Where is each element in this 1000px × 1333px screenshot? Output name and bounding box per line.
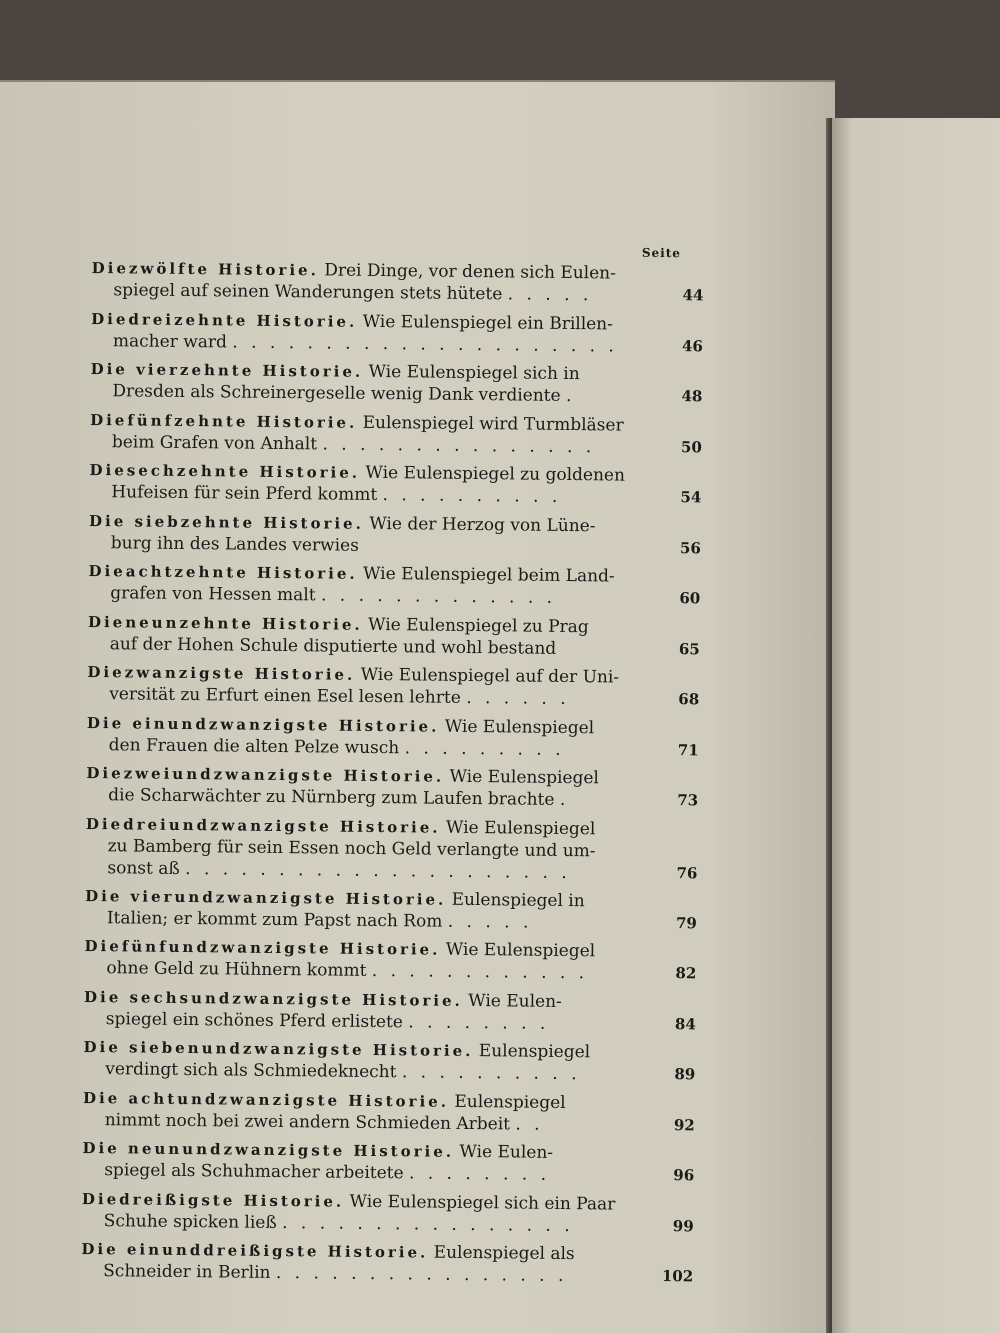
entry-text: Italien; er kommt zum Papst nach Rom [106,907,443,932]
page-number: 54 [680,488,702,507]
leader-dots: . . [515,1113,544,1135]
entry-text: Schneider in Berlin [103,1261,271,1283]
entry-text: Eulenspiegel in [451,889,585,911]
entry-heading: Die siebzehnte Historie. [88,511,364,533]
page-number: 46 [681,336,704,355]
entry-heading: Diesechzehnte Historie. [89,460,361,482]
entry-text: Eulenspiegel [478,1041,591,1063]
toc-entry [84,918,704,984]
page-number: 44 [682,286,704,305]
table-of-contents [81,240,712,1287]
page-number: 76 [676,863,698,882]
page-number: 89 [674,1065,696,1084]
entry-heading: Diezwölfte Historie. [91,258,319,280]
toc-entry [81,1170,702,1236]
leader-dots: . . . . . [447,911,533,933]
leader-dots: . . . . . . . . . . . . . . . . . . . . . [185,858,571,883]
leader-dots: . [559,789,570,811]
leader-dots: . . . . . . . . . . . . . [320,585,557,608]
toc-entry [85,795,706,883]
toc-entry [88,543,708,608]
toc-entry [81,1221,701,1287]
toc-entry [82,1120,702,1185]
page-number: 99 [672,1216,694,1235]
page-column-label: Seite [641,245,682,261]
entry-heading: Die einundzwanzigste Historie. [86,713,440,736]
entry-text: Wie Eulen- [459,1141,554,1163]
entry-heading: Dieachtzehnte Historie. [88,561,358,583]
page-number: 71 [677,740,699,759]
entry-text: Wie Eulenspiegel sich in [368,361,580,385]
entry-heading: Diefünfzehnte Historie. [90,410,358,432]
entry-text: Wie Eulenspiegel ein Brillen- [362,311,614,334]
entry-text: verdingt sich als Schmiedeknecht [105,1059,397,1083]
entry-text: sonst aß [107,857,180,879]
entry-text: Hufeisen für sein Pferd kommt [111,482,378,506]
leader-dots: . . . . . [507,284,593,306]
leader-dots: . . . . . . [466,687,570,710]
page-number: 73 [677,791,699,810]
entry-heading: Die achtundzwanzigste Historie. [82,1088,450,1111]
entry-text: zu Bamberg für sein Essen noch Geld verlangte und um- [107,835,596,861]
page-number: 56 [679,538,701,557]
toc-entry [89,442,709,507]
entry-text: Wie Eulen- [468,990,562,1012]
leader-dots: . . . . . . . . . . . . . . . . [275,1262,568,1287]
page-number: 50 [680,437,702,456]
toc-entry [87,644,707,710]
entry-heading: Diedreizehnte Historie. [91,309,358,331]
entry-text: Eulenspiegel als [433,1242,575,1265]
toc-entry [82,1069,703,1135]
entry-text: versität zu Erfurt einen Esel lesen lehrte [109,684,461,708]
entry-text: Eulenspiegel wird Turmbläser [362,412,624,436]
page-number: 48 [681,387,703,406]
entry-text: ohne Geld zu Hühnern kommt [106,958,367,981]
entry-text: nimmt noch bei zwei andern Schmieden Arbeit [104,1109,511,1134]
entry-text: Schuhe spicken ließ [103,1210,277,1233]
page-number: 96 [673,1166,695,1185]
leader-dots: . [565,385,576,407]
toc-entry [90,391,710,457]
entry-text: grafen von Hessen malt [110,583,316,606]
toc-entry [83,968,704,1034]
leader-dots: . . . . . . . . . . [401,1062,581,1085]
entry-text: Wie Eulenspiegel [444,716,595,738]
entry-heading: Diefünfundzwanzigste Historie. [84,936,441,959]
leader-dots: . . . . . . . . . . . . [371,960,589,984]
entry-text: die Scharwächter zu Nürnberg zum Laufen brachte [108,785,555,810]
entry-text: Wie Eulenspiegel [445,817,596,839]
entry-heading: Die einunddreißigste Historie. [81,1239,429,1262]
toc-entry [91,290,711,357]
entry-text: Wie Eulenspiegel beim Land- [362,563,615,587]
entry-text: auf der Hohen Schule disputierte und wohl bestand [109,633,557,659]
entry-heading: Diedreißigste Historie. [81,1189,345,1211]
toc-entry [88,492,709,557]
entry-text: den Frauen die alten Pelze wusch [108,734,400,758]
entry-text: macher ward [112,330,228,352]
entry-text: spiegel als Schuhmacher arbeitete [104,1160,404,1184]
toc-entry [83,1019,703,1085]
entry-text: spiegel auf seinen Wanderungen stets hütete [113,280,503,305]
entry-heading: Diedreiundzwanzigste Historie. [85,814,441,837]
page-number: 60 [679,589,701,608]
toc-entry [90,341,710,407]
entry-heading: Die vierzehnte Historie. [90,359,364,381]
entry-text: Wie Eulenspiegel sich ein Paar [349,1191,616,1215]
entry-second-line [108,836,646,862]
entry-heading: Dieneunzehnte Historie. [87,612,363,634]
page-number: 82 [675,964,697,983]
toc-entry [87,593,708,659]
page-number: 68 [678,690,700,709]
page-number: 65 [678,639,700,658]
leader-dots: . . . . . . . . [408,1011,550,1034]
entry-heading: Die neunundzwanzigste Historie. [82,1138,455,1161]
right-page [832,118,1000,1333]
entry-text: Eulenspiegel [454,1091,566,1113]
entry-text: burg ihn des Landes verwies [110,532,359,556]
leader-dots: . . . . . . . . . . . . . . . . . . . . . [232,331,619,357]
entry-text: Wie Eulenspiegel zu Prag [367,614,589,637]
leader-dots: . . . . . . . . . [404,737,565,760]
toc-entry [85,867,705,933]
leader-dots: . . . . . . . . [408,1163,551,1185]
entry-text: Wie Eulenspiegel auf der Uni- [360,664,620,688]
leader-dots: . . . . . . . . . . . . . . . [322,433,596,457]
entry-text: Wie Eulenspiegel [445,939,596,962]
page-number: 92 [673,1115,695,1134]
entry-text: Wie Eulenspiegel [449,766,600,789]
entry-heading: Diezweiundzwanzigste Historie. [86,763,445,786]
entry-text: beim Grafen von Anhalt [111,431,318,454]
page-number: 102 [661,1267,694,1286]
entry-heading: Die sechsundzwanzigste Historie. [83,987,463,1010]
entry-text: Wie Eulenspiegel zu goldenen [365,462,626,486]
leader-dots: . . . . . . . . . . . . . . . . [282,1212,574,1236]
toc-entries [81,240,712,1287]
entry-heading: Die vierundzwanzigste Historie. [85,886,447,909]
page-number: 84 [674,1014,696,1033]
toc-entry [86,745,706,811]
leader-dots: . . . . . . . . . . [382,485,562,507]
entry-text: Wie der Herzog von Lüne- [369,513,596,536]
entry-heading: Diezwanzigste Historie. [87,662,356,684]
entry-text: spiegel ein schönes Pferd erlistete [105,1008,404,1032]
entry-text: Drei Dinge, vor denen sich Eulen- [324,260,617,284]
entry-text: Dresden als Schreinergeselle wenig Dank verdiente [112,381,561,406]
toc-entry [86,694,707,760]
page-number: 79 [675,913,697,932]
entry-heading: Die siebenundzwanzigste Historie. [83,1037,474,1061]
toc-entry [91,240,711,306]
